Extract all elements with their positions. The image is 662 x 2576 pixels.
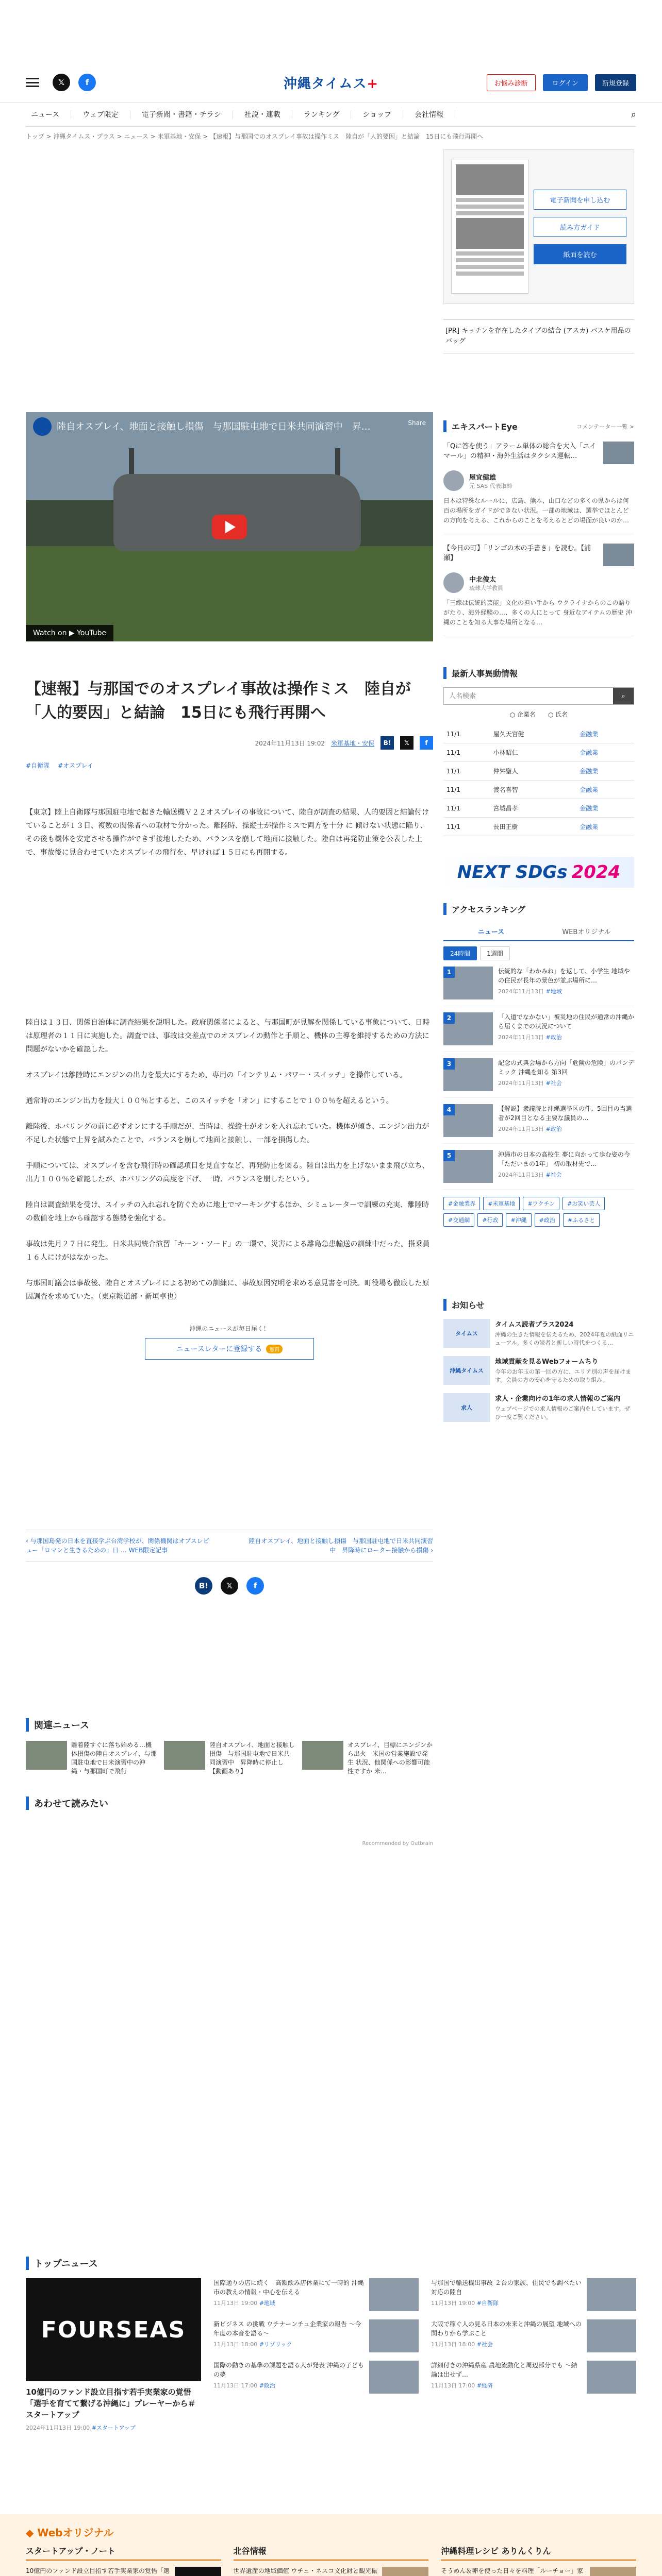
next-article-link[interactable]: 陸自オスプレイ、地面と接触し損傷 与那国駐屯地で日米共同演習中 昇降時にローター接触から損傷 › (249, 1537, 433, 1554)
list-item[interactable]: そうめん＆卵を使った日々を料理「ルーチョー」家 (441, 2561, 636, 2576)
ranking-period-tabs (443, 946, 634, 960)
site-logo[interactable]: 沖縄タイムス+ (283, 76, 379, 92)
expert-comment[interactable] (443, 544, 634, 636)
list-item[interactable]: 離着陸すぐに落ち始める…機体損傷の陸自オスプレイ、与那国駐屯地で日米演習中の沖縄・与那国町で飛行 (26, 1741, 157, 1776)
tag-link[interactable]: #交通網 (443, 1213, 474, 1227)
article-paragraph: 【東京】陸上自衛隊与那国駐屯地で起きた輸送機Ｖ２２オスプレイの事故について、陸自が調査の結果、人的要因と結論付けていることが１３日、複数の関係者への取材で分かった。離陸時、操縦士が操作ミスで両方を十分 に 傾けない状態に陥り、その後も機体を安定させる操作ができず接地したため、バランスを崩して地面に接触した。陸自は再発防止策を公表した上で、事故後に見合わせていたオスプレイの飛行を、早ければ１５日にも再開する。 (26, 808, 429, 857)
list-item[interactable]: 国際通りの店に続く 高額飲み店休業にて一時的 沖縄市の教えの情報・中心を伝える 11月13日 19:00 #地域 (213, 2278, 419, 2311)
list-item[interactable]: 大阪で稼ぐ人の見る日本の未来と沖縄の展望 地域への関わりから学ぶこと 11月13日 18:00 #社会 (431, 2319, 636, 2352)
share-row (26, 1577, 433, 1595)
expert-body: 「三線は伝統的芸能」文化の担い手から ウクライナからのこの語りがたり、海外経験の…、多くの人にとって 身近なアイテムの歴史 沖縄のことを知る大事な場所となる… (443, 599, 632, 626)
facebook-icon[interactable]: f (78, 74, 96, 91)
ranking-list (443, 960, 634, 1190)
table-row[interactable]: 11/1 仲舛聖人 金融業 (443, 762, 634, 781)
newsletter-prompt: 沖縄のニュースが毎日届く！ (189, 1325, 270, 1332)
sdgs-banner[interactable]: NEXT SDGs 2024 (443, 857, 634, 888)
list-item[interactable]: 国際の動きの基準の課題を語る人が発表 沖縄の子どもの夢 11月13日 17:00 #政治 (213, 2361, 419, 2394)
avatar (443, 470, 464, 491)
expert-article-thumbnail (603, 442, 634, 464)
newsletter-subscribe-button[interactable]: ニュースレターに登録する 無料 (145, 1338, 315, 1360)
expert-name: 屋宜健雄 (469, 473, 496, 482)
list-item[interactable]: 詳細付きの沖縄県産 農地流動化と周辺部分でも ～結論は出せず… 11月13日 17:00 #経済 (431, 2361, 636, 2394)
list-item[interactable]: 5 沖縄市の日本の高校生 夢に向かって歩む姿の今 「ただいまの1年」 初の取材先で… 2024年11月13日 #社会 (443, 1144, 634, 1190)
table-row[interactable]: 11/1 小林昭仁 金融業 (443, 743, 634, 762)
expert-question: 【今日の町】「リンゴの木の手書き」を読む。【浦瀬】 (443, 545, 591, 562)
tag-link[interactable]: #沖縄 (506, 1213, 531, 1227)
osprey-image (113, 474, 361, 551)
hero-image: FOURSEAS (26, 2278, 201, 2381)
radio-name[interactable]: ○ 氏名 (548, 711, 568, 718)
nav-item-editorial[interactable]: 社説・連載 (233, 111, 292, 119)
article-paragraph: オスプレイは離陸時にエンジンの出力を最大にするため、専用の「インテリム・パワー・スイッチ」を操作している。 (26, 1071, 407, 1079)
outbrain-logo[interactable]: Recommended by Outbrain (362, 1841, 433, 1846)
tag-link[interactable]: #ワクチン (523, 1197, 559, 1210)
list-item[interactable]: 与那国で輸送機出事故 ２台の家族、住民でも調べたい対応の陸自 11月13日 19:00 #自衛隊 (431, 2278, 636, 2311)
article-date: 2024年11月13日 19:02 (255, 739, 325, 747)
article-category-link[interactable]: 米軍基地・安保 (330, 739, 374, 747)
article-paragraph: 事故は先月２７日に発生。日米共同統合演習「キーン・ソード」の一環で、災害による離島急患輸送の訓練中だった。搭乗員１６人にけがはなかった。 (26, 1240, 430, 1262)
notice-item[interactable]: タイムス タイムス読者プラス2024 沖縄の生きた情報を伝えるため、2024年夏の紙面リニューアル。多くの読者と新しい時代をつくる… (443, 1319, 634, 1348)
ad-slot (26, 859, 433, 1004)
share-icon[interactable]: Share (408, 419, 426, 427)
top-news-heading: トップニュース (26, 2257, 636, 2270)
nav-item-ranking[interactable]: ランキング (292, 111, 352, 119)
table-row[interactable]: 11/1 屋久天宮健 金融業 (443, 725, 634, 743)
play-button[interactable] (212, 515, 247, 539)
list-item[interactable]: 世界遺産の地域価値 ウチュ・ネスコ文化財と観光振 (234, 2561, 429, 2576)
related-news-heading: 関連ニュース (26, 1718, 433, 1732)
search-icon[interactable]: ⌕ (613, 688, 634, 704)
x-share-icon[interactable]: 𝕏 (400, 736, 413, 750)
expert-body: 日本は特殊なルールに、広島、熊本、山口などの多くの県からは何百の場所をガイドができない状況。一部の地域は、選挙でほとんどの方向を考える、これからのことを考えるとどの場面が良いのか… (443, 497, 630, 524)
list-item[interactable]: 1 伝統的な「わかみね」を返して、小学生 地域やの住民が長年の景色が並ぶ場所に… 2024年11月13日 #地域 (443, 960, 634, 1006)
expert-question: 「Qに答を使う」アラーム単体の総合を大入「ユイマール」の精神・海外生活はタクシス運転… (443, 443, 597, 460)
expert-article-thumbnail (603, 544, 634, 566)
header-actions (487, 74, 636, 91)
personnel-table (443, 725, 634, 836)
article-main (26, 149, 433, 1846)
notice-item[interactable]: 沖縄タイムス 地域貢献を見るWebフォームちり 今年のお年玉の第一回の方に、エリア別の声を届けます。会員の方の安心を守るための取り組み。 (443, 1356, 634, 1385)
register-button[interactable]: 新規登録 (595, 74, 636, 91)
table-row[interactable]: 11/1 長田正樹 金融業 (443, 818, 634, 836)
tag-cloud (443, 1197, 634, 1227)
global-nav (26, 103, 636, 127)
article-paragraph: 離陸後、ホバリングの前に必ずオンにする手順だが、当時は、操縦士がオンを入れ忘れていた。機体が傾き、エンジン出力が不足した状態で上昇を試みたことで、バランスを崩して地面と接触し、一部を損傷した。 (26, 1123, 429, 1144)
table-row[interactable]: 11/1 宮城昌孝 金融業 (443, 799, 634, 818)
tag-link[interactable]: #行政 (477, 1213, 503, 1227)
related-news-list (26, 1741, 433, 1776)
video-title[interactable]: 陸自オスプレイ、地面と接触し損傷 与那国駐屯地で日米共同演習中 昇… (57, 421, 371, 432)
list-item[interactable]: 陸自オスプレイ、地面と接触し損傷 与那国駐屯地で日米共同演習中 昇降時に停止し【動画あり】 (164, 1741, 295, 1776)
youtube-video-player[interactable] (26, 412, 433, 641)
sidebar (443, 149, 634, 1422)
expert-role: 琉球大学教員 (469, 584, 503, 591)
expert-eye-heading: エキスパートEye コメンテーター一覧 > (443, 420, 634, 432)
tag-link[interactable]: #お笑い芸人 (562, 1197, 605, 1210)
tag-link[interactable]: #金融業界 (443, 1197, 480, 1210)
article-paragraph: 陸自は１３日、関係自治体に調査結果を説明した。政府関係者によると、与那国町が見解を関係している事象について、日時は原理者の１１日に実施した。調査では、事故は交差点でのオスプレイの動作と手順と、機体の主導を維持するための方法に問題がないかを確認した。 (26, 1019, 430, 1054)
bookmark-icon[interactable]: B! (380, 736, 394, 750)
list-item[interactable]: 新ビジネス の挑戦 ウチナーンチュ企業家の報告 ～今年度の本音を語る～ 11月13日 18:00 #リゾリック (213, 2319, 419, 2352)
list-item[interactable]: オスプレイ、目標にエンジンから出火 米国の営業施設で発生 状況、他関係への影響可能性ですか 米… (302, 1741, 433, 1776)
diagnosis-button[interactable]: お悩み診断 (487, 74, 536, 91)
commentator-list-link[interactable]: コメンテーター一覧 > (576, 423, 634, 430)
search-type-radios (443, 710, 634, 719)
article-meta (26, 736, 433, 750)
expert-name: 中北俊太 (469, 575, 496, 584)
x-share-icon[interactable]: 𝕏 (221, 1577, 238, 1595)
top-news-hero[interactable]: FOURSEAS 10億円のファンド設立目指す若手実業家の覚悟「選手を育てて繋げる沖縄に」プレーヤーから＃スタートアップ 2024年11月13日 19:00 #スタートアップ (26, 2278, 201, 2432)
channel-avatar (33, 417, 52, 436)
bookmark-icon[interactable]: B! (195, 1577, 212, 1595)
nav-item-news[interactable]: ニュース (26, 111, 71, 119)
read-paper-button[interactable]: 紙面を読む (534, 244, 626, 264)
nav-item-company[interactable]: 会社情報 (403, 111, 455, 119)
tab-24h[interactable]: 24時間 (443, 946, 477, 960)
ranking-heading: アクセスランキング (443, 903, 634, 915)
web-column-title[interactable]: 沖縄料理レシピ ありんくりん (441, 2545, 636, 2561)
nav-item-web-only[interactable]: ウェブ限定 (71, 111, 130, 119)
site-header (0, 0, 662, 103)
web-column-title[interactable]: スタートアップ・ノート (26, 2545, 221, 2561)
tag-link[interactable]: #政治 (535, 1213, 560, 1227)
web-original-heading[interactable]: ◆ Webオリジナル (26, 2527, 114, 2539)
login-button[interactable]: ログイン (543, 74, 588, 91)
tab-news[interactable]: ニュース (477, 928, 505, 936)
reading-guide-button[interactable]: 読み方ガイド (534, 217, 626, 237)
recommend-heading: あわせて読みたい (26, 1797, 433, 1810)
web-column-title[interactable]: 北谷情報 (234, 2545, 429, 2561)
article-paragraph: 陸自は調査結果を受け、スイッチの入れ忘れを防ぐために地上でマーキングするほか、シミュレーターで訓練の充実、離陸時の数値を地上から確認する態勢を強化する。 (26, 1201, 429, 1223)
tab-web-original[interactable]: WEBオリジナル (562, 928, 611, 936)
epaper-subscribe-button[interactable]: 電子新聞を申し込む (534, 190, 626, 210)
tag-link[interactable]: #ふるさと (563, 1213, 600, 1227)
tag-link[interactable]: #自衛隊 (26, 762, 50, 769)
expert-comment[interactable] (443, 442, 634, 534)
newspaper-thumbnail[interactable] (451, 160, 528, 294)
top-news-section (26, 2257, 636, 2432)
tab-1week[interactable]: 1週間 (480, 946, 510, 960)
hamburger-menu-icon[interactable] (26, 78, 39, 87)
newsletter-box (26, 1324, 433, 1360)
web-original-band (0, 2514, 662, 2576)
x-icon[interactable]: 𝕏 (53, 74, 70, 91)
avatar (443, 572, 464, 593)
personnel-search (443, 687, 634, 705)
article-tags (26, 761, 433, 770)
list-item[interactable]: 2 「入道でなかない」被災地の住民が通常の沖縄から届くまでの状況について 2024年11月13日 #政治 (443, 1006, 634, 1052)
radio-company[interactable]: ○ 企業名 (509, 711, 536, 718)
article-paragraph: 通常時のエンジン出力を最大１００％とすると、このスイッチを「オン」にすることで１００％を超えるという。 (26, 1097, 393, 1105)
prev-next-nav (26, 1530, 433, 1562)
search-icon[interactable]: ⌕ (631, 109, 636, 120)
list-item[interactable]: 4 【解説】衆議院と沖縄選挙区の件、5回目の当選者が2回目となる主要な議員の… 2024年11月13日 #政治 (443, 1098, 634, 1144)
prev-article-link[interactable]: ‹ 与那国島発の日本を直接学ぶ台湾学校が、関係機関はオプスレビュー「ロマンと生きるための」日 … WEB限定記事 (26, 1537, 209, 1554)
epaper-promo (443, 149, 634, 304)
table-row[interactable]: 11/1 渡名喜智 金融業 (443, 781, 634, 799)
pr-link[interactable]: [PR] キッチンを存在したタイプの結合 (アスカ) バスケ用品のバッグ (443, 319, 634, 353)
web-column (26, 2545, 221, 2576)
article-title: 【速報】与那国でのオスプレイ事故は操作ミス 陸自が「人的要因」と結論 15日にも飛行再開へ (26, 680, 411, 722)
facebook-share-icon[interactable]: f (420, 736, 433, 750)
watch-on-youtube-button[interactable]: Watch on ▶ YouTube (26, 625, 113, 641)
header-top-bar (26, 72, 636, 93)
nav-item-shop[interactable]: ショップ (351, 111, 403, 119)
list-item[interactable]: 10億円のファンド設立目指す若手実業家の覚悟「選 (26, 2561, 221, 2576)
breadcrumb: トップ > 沖縄タイムス・プラス > ニュース > 米軍基地・安保 > 【速報】与那国でのオスプレイ事故は操作ミス 陸自が「人的要因」と結論 15日にも飛行再開へ (26, 133, 484, 140)
hero-title: 10億円のファンド設立目指す若手実業家の覚悟「選手を育てて繋げる沖縄に」プレーヤーから＃スタートアップ (26, 2387, 196, 2419)
article-paragraph: 手順については、オスプレイを含む飛行時の確認項目を見直すなど、再発防止を図る。陸自は出力を上げないまま飛び立ち、出力１００％を確認したが、ホバリングの高度を下げ、一時、バランスを崩したという。 (26, 1162, 429, 1183)
tag-link[interactable]: #オスプレイ (58, 762, 93, 769)
notice-item[interactable]: 求人 求人・企業向けの1年の求人情報のご案内 ウェブページでの求人情報のご案内をしています。ぜひ一度ご覧ください。 (443, 1393, 634, 1422)
facebook-share-icon[interactable]: f (246, 1577, 264, 1595)
web-column (441, 2545, 636, 2576)
expert-role: 元 SAS 代表取締 (469, 482, 512, 489)
tag-link[interactable]: #米軍基地 (483, 1197, 520, 1210)
list-item[interactable]: 3 記念の式典会場から方向「危険の危険」のパンデミック 沖縄を知る 第3回 2024年11月13日 #社会 (443, 1052, 634, 1098)
ranking-tabs (443, 922, 634, 941)
nav-item-epaper[interactable]: 電子新聞・書籍・チラシ (130, 111, 233, 119)
web-column (234, 2545, 429, 2576)
article-paragraph: 与那国町議会は事故後、陸自とオスプレイによる初めての訓練に、事故原因究明を求める意見書を可決。町役場も徹底した原因調査を求めていた。（東京報道部・新垣卓也） (26, 1279, 429, 1301)
personnel-heading: 最新人事異動情報 (443, 667, 634, 679)
personnel-search-input[interactable] (444, 688, 613, 704)
notice-heading: お知らせ (443, 1299, 634, 1311)
